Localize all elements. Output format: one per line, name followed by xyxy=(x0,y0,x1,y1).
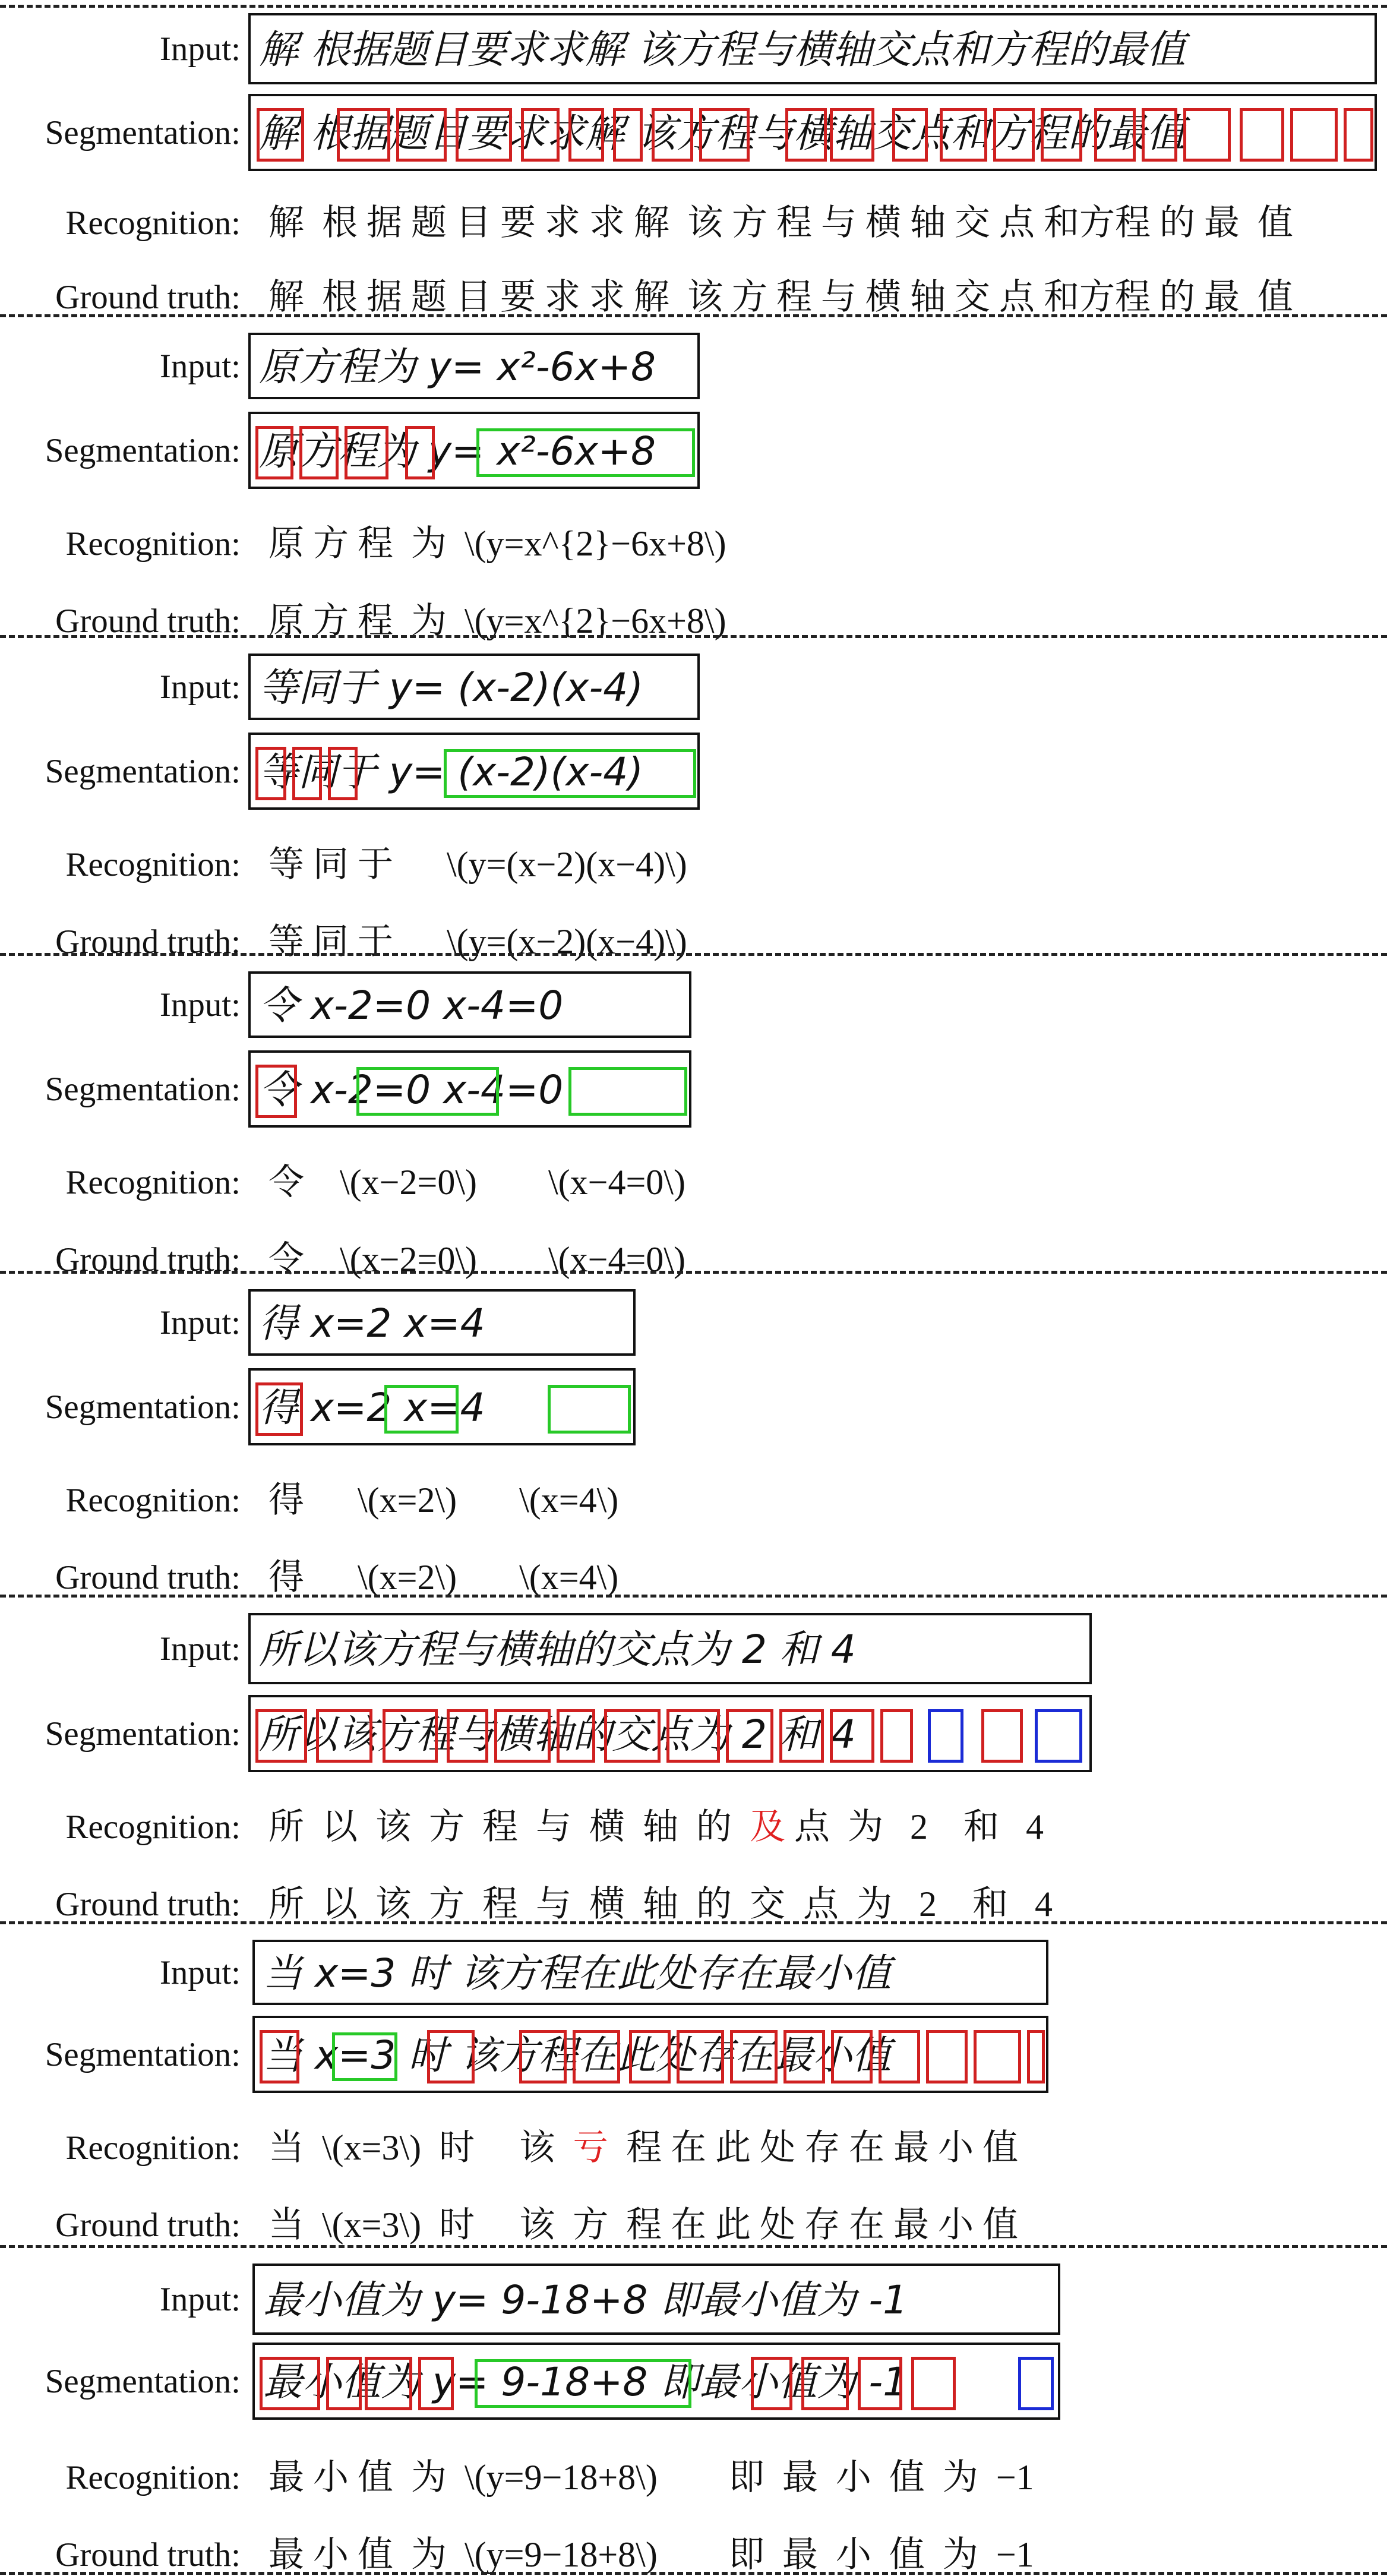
char-segment-box xyxy=(255,426,293,479)
segmentation-image xyxy=(248,94,1377,171)
label-ground-truth: Ground truth: xyxy=(55,1558,241,1596)
char-segment-box xyxy=(260,2030,299,2083)
label-recognition: Recognition: xyxy=(65,845,241,883)
ground-truth-text: 令 \(x−2=0\) \(x−4=0\) xyxy=(268,1240,685,1279)
sample-5 xyxy=(0,1274,1387,1598)
label-input: Input: xyxy=(159,986,241,1024)
char-segment-box xyxy=(365,2357,412,2410)
char-segment-box xyxy=(699,108,750,162)
char-segment-box xyxy=(521,108,560,162)
recognition-text xyxy=(268,205,1293,241)
recognition-text xyxy=(268,1482,618,1518)
segmentation-handwriting: 最小值为 y= 9-18+8 即最小值为 -1 xyxy=(263,2359,908,2405)
char-segment-box xyxy=(629,2030,671,2083)
char-segment-box xyxy=(666,1709,720,1763)
char-segment-box xyxy=(396,108,447,162)
char-segment-box xyxy=(337,108,390,162)
input-image xyxy=(248,333,700,399)
label-recognition: Recognition: xyxy=(65,1808,241,1846)
ground-truth-text: 等 同 于 \(y=(x−2)(x−4)\) xyxy=(268,922,687,961)
char-segment-box xyxy=(993,108,1035,162)
char-segment-box xyxy=(1027,2030,1045,2083)
char-segment-box xyxy=(830,108,874,162)
char-segment-box xyxy=(981,1709,1023,1763)
input-handwriting: 得 x=2 x=4 xyxy=(259,1300,485,1346)
sample-2 xyxy=(0,318,1387,639)
label-segmentation: Segmentation: xyxy=(45,2035,241,2073)
char-segment-box xyxy=(255,1065,297,1118)
label-input: Input: xyxy=(159,1953,241,1991)
char-segment-box xyxy=(783,2030,825,2083)
ground-truth-text: 得 \(x=2\) \(x=4\) xyxy=(268,1558,619,1597)
label-ground-truth: Ground truth: xyxy=(55,278,241,316)
dashed-separator xyxy=(0,635,1387,638)
sample-3 xyxy=(0,639,1387,961)
recognition-error: 亏 xyxy=(573,2128,609,2167)
digit-segment-box xyxy=(928,1709,963,1763)
char-segment-box xyxy=(557,1709,595,1763)
recognition-text xyxy=(268,1164,685,1200)
char-segment-box xyxy=(1041,108,1082,162)
recognition-segment: 点 为 2 和 4 xyxy=(785,1807,1044,1846)
char-segment-box xyxy=(1183,108,1231,162)
label-recognition: Recognition: xyxy=(65,1163,241,1201)
label-segmentation: Segmentation: xyxy=(45,431,241,469)
char-segment-box xyxy=(299,426,339,479)
char-segment-box xyxy=(604,1709,661,1763)
char-segment-box xyxy=(911,2357,956,2410)
recognition-text xyxy=(268,526,726,561)
segmentation-image xyxy=(252,2343,1060,2420)
char-segment-box xyxy=(1094,108,1136,162)
char-segment-box xyxy=(383,1709,438,1763)
segmentation-handwriting: 等同于 y= (x-2)(x-4) xyxy=(259,749,644,795)
segmentation-handwriting: 原方程为 y= x²-6x+8 xyxy=(259,428,656,474)
segmentation-image xyxy=(248,1695,1092,1772)
segmentation-image xyxy=(248,1050,691,1128)
input-handwriting: 所以该方程与横轴的交点为 2 和 4 xyxy=(259,1627,856,1672)
ground-truth-text: 解 根 据 题 目 要 求 求 解 该 方 程 与 横 轴 交 点 和方程 的 最 值 xyxy=(268,277,1293,317)
segmentation-image xyxy=(252,2016,1048,2093)
recognition-segment: 程 在 此 处 存 在 最 小 值 xyxy=(608,2128,1019,2167)
char-segment-box xyxy=(974,2030,1021,2083)
char-segment-box xyxy=(568,108,604,162)
input-handwriting: 解 根据题目要求求解 该方程与横轴交点和方程的最值 xyxy=(259,27,1186,72)
char-segment-box xyxy=(726,1709,773,1763)
label-ground-truth: Ground truth: xyxy=(55,602,241,640)
sample-7 xyxy=(0,1925,1387,2249)
recognition-text xyxy=(268,847,687,882)
math-segment-box xyxy=(476,428,695,477)
char-segment-box xyxy=(1290,108,1338,162)
math-segment-box xyxy=(444,749,696,798)
char-segment-box xyxy=(456,108,512,162)
input-handwriting: 最小值为 y= 9-18+8 即最小值为 -1 xyxy=(263,2277,908,2323)
label-input: Input: xyxy=(159,668,241,706)
recognition-segment: 得 \(x=2\) \(x=4\) xyxy=(268,1480,619,1520)
ground-truth-text: 所 以 该 方 程 与 横 轴 的 交 点 为 2 和 4 xyxy=(268,1884,1053,1924)
label-segmentation: Segmentation: xyxy=(45,1070,241,1108)
label-input: Input: xyxy=(159,347,241,385)
label-recognition: Recognition: xyxy=(65,1481,241,1519)
math-segment-box xyxy=(332,2032,397,2081)
recognition-text xyxy=(268,1809,1044,1845)
char-segment-box xyxy=(785,108,827,162)
dashed-separator xyxy=(0,2245,1387,2248)
label-input: Input: xyxy=(159,2280,241,2318)
char-segment-box xyxy=(427,2030,475,2083)
input-image xyxy=(248,1289,636,1356)
char-segment-box xyxy=(257,108,304,162)
char-segment-box xyxy=(892,108,928,162)
math-segment-box xyxy=(475,2359,691,2408)
char-segment-box xyxy=(316,1709,372,1763)
char-segment-box xyxy=(801,2357,849,2410)
input-handwriting: 等同于 y= (x-2)(x-4) xyxy=(259,665,644,711)
recognition-segment: 等 同 于 \(y=(x−2)(x−4)\) xyxy=(268,845,687,884)
char-segment-box xyxy=(1240,108,1284,162)
math-segment-box xyxy=(384,1385,459,1434)
label-ground-truth: Ground truth: xyxy=(55,2206,241,2244)
char-segment-box xyxy=(292,747,322,800)
label-segmentation: Segmentation: xyxy=(45,752,241,790)
segmentation-handwriting: 得 x=2 x=4 xyxy=(259,1385,485,1431)
input-handwriting: 当 x=3 时 该方程在此处存在最小值 xyxy=(263,1950,892,1996)
recognition-segment: 当 \(x=3\) 时 该 xyxy=(268,2128,573,2167)
segmentation-image xyxy=(248,412,700,489)
input-image xyxy=(248,971,691,1038)
sample-6 xyxy=(0,1598,1387,1925)
char-segment-box xyxy=(613,108,643,162)
char-segment-box xyxy=(858,2357,902,2410)
recognition-segment: 最 小 值 为 \(y=9−18+8\) 即 最 小 值 为 −1 xyxy=(268,2458,1034,2497)
label-input: Input: xyxy=(159,30,241,68)
char-segment-box xyxy=(573,2030,620,2083)
char-segment-box xyxy=(779,1709,824,1763)
char-segment-box xyxy=(447,1709,488,1763)
char-segment-box xyxy=(830,1709,874,1763)
char-segment-box xyxy=(1142,108,1177,162)
segmentation-image xyxy=(248,733,700,810)
label-ground-truth: Ground truth: xyxy=(55,1240,241,1278)
input-image xyxy=(248,654,700,720)
dashed-separator xyxy=(0,2572,1387,2575)
label-recognition: Recognition: xyxy=(65,525,241,563)
digit-segment-box xyxy=(1035,1709,1082,1763)
label-segmentation: Segmentation: xyxy=(45,1715,241,1753)
segmentation-handwriting: 解 根据题目要求求解 该方程与横轴交点和方程的最值 xyxy=(259,111,1186,156)
label-ground-truth: Ground truth: xyxy=(55,923,241,961)
char-segment-box xyxy=(494,1709,551,1763)
recognition-segment: 原 方 程 为 \(y=x^{2}−6x+8\) xyxy=(268,524,726,563)
digit-segment-box xyxy=(1018,2357,1054,2410)
label-ground-truth: Ground truth: xyxy=(55,2536,241,2574)
dashed-separator xyxy=(0,1595,1387,1598)
char-segment-box xyxy=(418,2357,454,2410)
ground-truth-text: 原 方 程 为 \(y=x^{2}−6x+8\) xyxy=(268,601,726,640)
segmentation-handwriting: 令 x-2=0 x-4=0 xyxy=(259,1067,564,1113)
recognition-segment: 所 以 该 方 程 与 横 轴 的 xyxy=(268,1807,750,1846)
char-segment-box xyxy=(326,2357,362,2410)
label-recognition: Recognition: xyxy=(65,2129,241,2167)
input-image xyxy=(252,2264,1060,2335)
segmentation-image xyxy=(248,1368,636,1445)
input-image xyxy=(248,13,1377,84)
sample-4 xyxy=(0,956,1387,1279)
dashed-separator xyxy=(0,953,1387,956)
char-segment-box xyxy=(926,2030,968,2083)
segmentation-handwriting: 所以该方程与横轴的交点为 2 和 4 xyxy=(259,1712,856,1757)
char-segment-box xyxy=(345,426,388,479)
char-segment-box xyxy=(730,2030,778,2083)
char-segment-box xyxy=(677,2030,724,2083)
recognition-text xyxy=(268,2130,1018,2165)
math-segment-box xyxy=(356,1067,499,1116)
char-segment-box xyxy=(260,2357,320,2410)
label-recognition: Recognition: xyxy=(65,2458,241,2496)
ground-truth-text: 当 \(x=3\) 时 该 方 程 在 此 处 存 在 最 小 值 xyxy=(268,2205,1019,2244)
char-segment-box xyxy=(255,1709,307,1763)
label-ground-truth: Ground truth: xyxy=(55,1885,241,1923)
input-image xyxy=(248,1613,1092,1684)
char-segment-box xyxy=(255,1382,303,1436)
char-segment-box xyxy=(255,747,286,800)
char-segment-box xyxy=(1344,108,1373,162)
math-segment-box xyxy=(568,1067,687,1116)
recognition-error: 及 xyxy=(750,1807,785,1846)
label-segmentation: Segmentation: xyxy=(45,1388,241,1426)
dashed-separator xyxy=(0,1271,1387,1274)
char-segment-box xyxy=(879,2030,920,2083)
ground-truth-text: 最 小 值 为 \(y=9−18+8\) 即 最 小 值 为 −1 xyxy=(268,2535,1034,2574)
label-input: Input: xyxy=(159,1630,241,1668)
char-segment-box xyxy=(751,2357,792,2410)
char-segment-box xyxy=(519,2030,567,2083)
segmentation-handwriting: 当 x=3 时 该方程在此处存在最小值 xyxy=(263,2032,892,2078)
char-segment-box xyxy=(652,108,693,162)
recognition-segment: 解 根 据 题 目 要 求 求 解 该 方 程 与 横 轴 交 点 和方程 的 最 值 xyxy=(268,203,1293,242)
sample-1 xyxy=(0,0,1387,318)
char-segment-box xyxy=(831,2030,873,2083)
math-segment-box xyxy=(548,1385,631,1434)
label-segmentation: Segmentation: xyxy=(45,113,241,151)
char-segment-box xyxy=(940,108,987,162)
recognition-segment: 令 \(x−2=0\) \(x−4=0\) xyxy=(268,1163,685,1202)
char-segment-box xyxy=(405,426,435,479)
label-input: Input: xyxy=(159,1303,241,1341)
input-handwriting: 原方程为 y= x²-6x+8 xyxy=(259,344,656,390)
sample-8 xyxy=(0,2249,1387,2575)
label-segmentation: Segmentation: xyxy=(45,2362,241,2400)
input-image xyxy=(252,1940,1048,2005)
input-handwriting: 令 x-2=0 x-4=0 xyxy=(259,983,564,1028)
label-recognition: Recognition: xyxy=(65,204,241,242)
char-segment-box xyxy=(328,747,358,800)
char-segment-box xyxy=(880,1709,913,1763)
dashed-separator xyxy=(0,1921,1387,1924)
dashed-separator xyxy=(0,314,1387,317)
recognition-text xyxy=(268,2460,1034,2495)
